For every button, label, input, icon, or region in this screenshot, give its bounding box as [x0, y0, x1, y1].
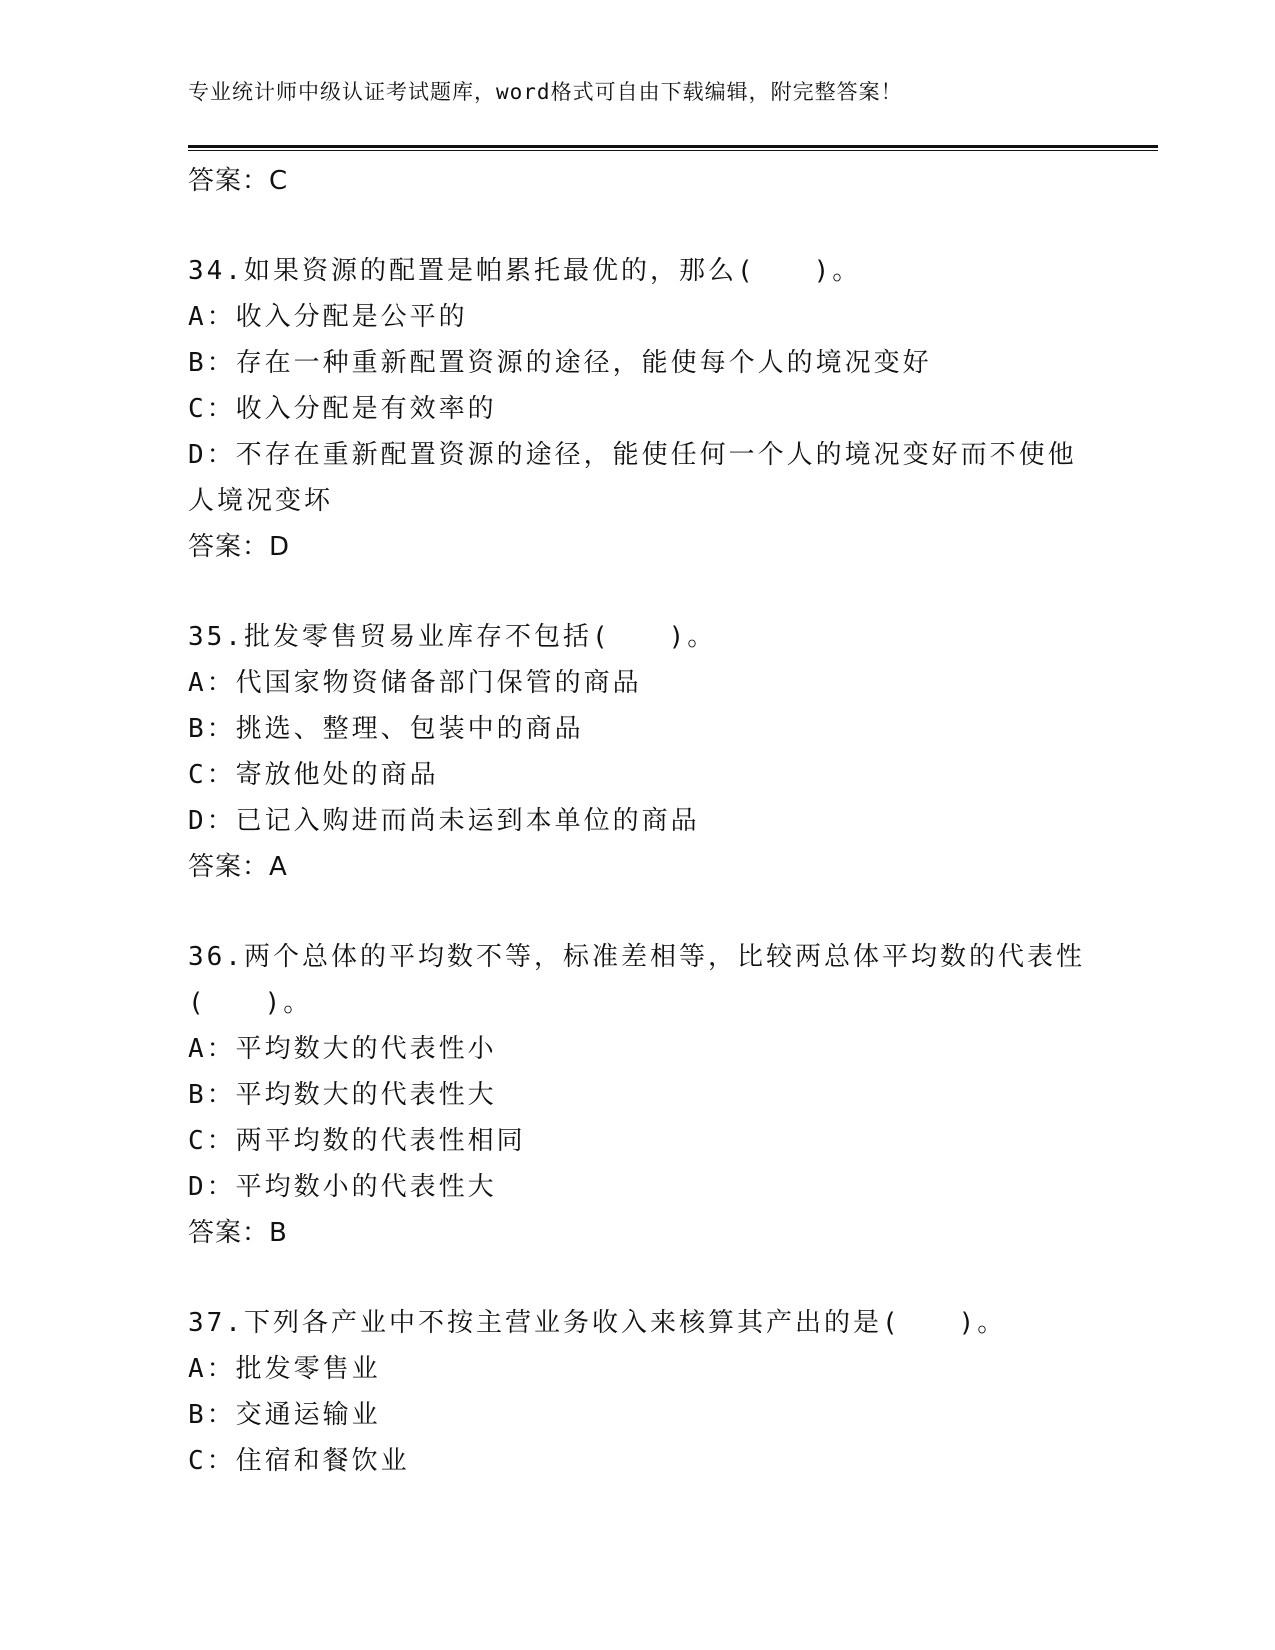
option-b: B：挑选、整理、包装中的商品 [188, 714, 584, 744]
option-c: C：寄放他处的商品 [188, 760, 439, 790]
spacer [188, 570, 1088, 614]
spacer [188, 890, 1088, 934]
question-stem: 35.批发零售贸易业库存不包括( )。 [188, 622, 717, 652]
question-block [188, 248, 1088, 570]
option-c: C：住宿和餐饮业 [188, 1446, 410, 1476]
option-b: B：平均数大的代表性大 [188, 1080, 497, 1110]
option-a: A：批发零售业 [188, 1354, 381, 1384]
answer-line: 答案：D [188, 532, 291, 562]
option-a: A：代国家物资储备部门保管的商品 [188, 668, 642, 698]
question-stem: 37.下列各产业中不按主营业务收入来核算其产出的是( )。 [188, 1308, 1007, 1338]
option-a: A：收入分配是公平的 [188, 302, 468, 332]
header-rule-thin [188, 150, 1158, 151]
option-d-continued: 人境况变坏 [188, 486, 334, 516]
question-block [188, 614, 1088, 890]
page-header-text: 专业统计师中级认证考试题库，word格式可自由下载编辑，附完整答案！ [188, 80, 903, 104]
spacer [188, 204, 1088, 248]
option-d: D：平均数小的代表性大 [188, 1172, 497, 1202]
question-stem: 36.两个总体的平均数不等，标准差相等，比较两总体平均数的代表性 [188, 942, 1085, 972]
header-rule-thick [188, 145, 1158, 148]
option-c: C：收入分配是有效率的 [188, 394, 497, 424]
option-b: B：存在一种重新配置资源的途径，能使每个人的境况变好 [188, 348, 932, 378]
question-block [188, 1300, 1088, 1484]
option-c: C：两平均数的代表性相同 [188, 1126, 526, 1156]
answer-line: 答案：B [188, 1218, 288, 1248]
question-block [188, 934, 1088, 1256]
option-d: D：已记入购进而尚未运到本单位的商品 [188, 806, 700, 836]
spacer [188, 1256, 1088, 1300]
question-stem: 34.如果资源的配置是帕累托最优的，那么( )。 [188, 256, 862, 286]
page-content [188, 158, 1088, 1484]
option-a: A：平均数大的代表性小 [188, 1034, 497, 1064]
question-stem-continued: ( )。 [188, 988, 313, 1018]
answer-line: 答案：C [188, 166, 289, 196]
option-d: D：不存在重新配置资源的途径，能使任何一个人的境况变好而不使他 [188, 440, 1077, 470]
answer-line: 答案：A [188, 852, 288, 882]
option-b: B：交通运输业 [188, 1400, 381, 1430]
